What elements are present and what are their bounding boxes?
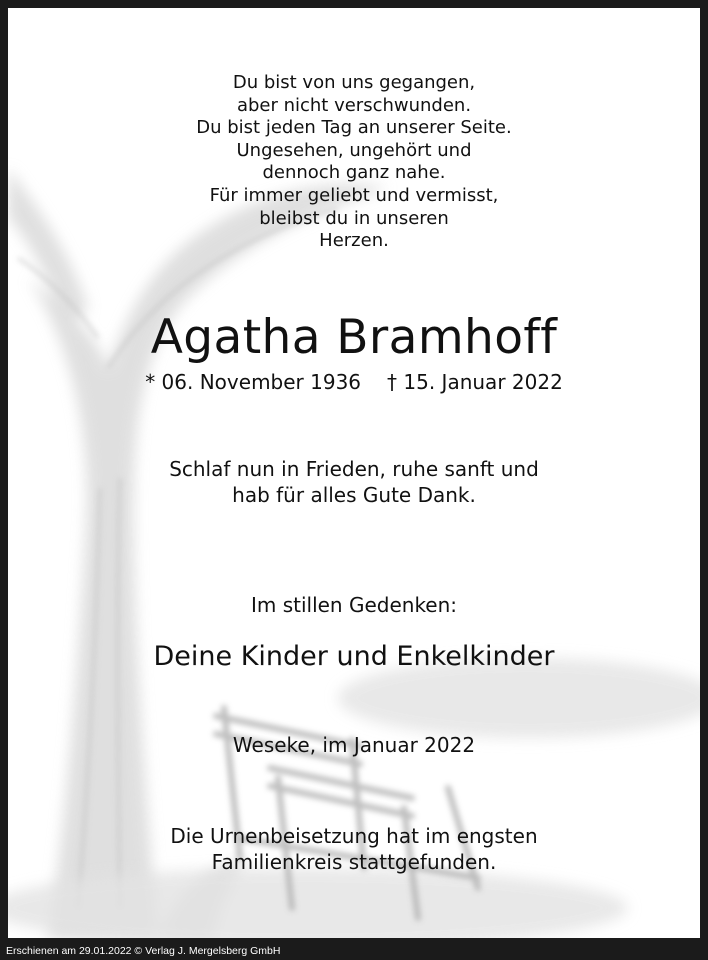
- poem-line: Du bist jeden Tag an unserer Seite.: [196, 117, 512, 139]
- poem-line: Du bist von uns gegangen,: [232, 72, 476, 93]
- farewell-verse: [8, 456, 700, 508]
- verse-line: Schlaf nun in Frieden, ruhe sanft und: [169, 457, 539, 481]
- poem: [8, 72, 700, 253]
- poem-line: Ungesehen, ungehört und: [236, 139, 472, 161]
- life-dates: [8, 369, 700, 395]
- mourners: Deine Kinder und Enkelkinder: [153, 641, 555, 672]
- poem-line: dennoch ganz nahe.: [262, 162, 446, 184]
- burial-line: Familienkreis stattgefunden.: [211, 850, 497, 874]
- deceased-name: Agatha Bramhoff: [150, 310, 558, 365]
- poem-line: Für immer geliebt und vermisst,: [209, 184, 499, 206]
- birth-date: * 06. November 1936: [145, 370, 362, 394]
- memorial-intro: Im stillen Gedenken:: [250, 593, 458, 617]
- death-date: † 15. Januar 2022: [387, 370, 563, 394]
- publication-footer: Erschienen am 29.01.2022 © Verlag J. Mergelsberg GmbH: [6, 945, 281, 957]
- poem-line: Herzen.: [319, 230, 389, 252]
- burial-line: Die Urnenbeisetzung hat im engsten: [170, 824, 538, 848]
- obituary-notice: [8, 8, 700, 938]
- notice-text: [8, 8, 700, 938]
- poem-line: aber nicht verschwunden.: [236, 94, 472, 116]
- poem-line: bleibst du in unseren: [259, 207, 449, 229]
- burial-notice: [8, 823, 700, 875]
- place-and-date: Weseke, im Januar 2022: [232, 733, 476, 757]
- verse-line: hab für alles Gute Dank.: [232, 483, 476, 507]
